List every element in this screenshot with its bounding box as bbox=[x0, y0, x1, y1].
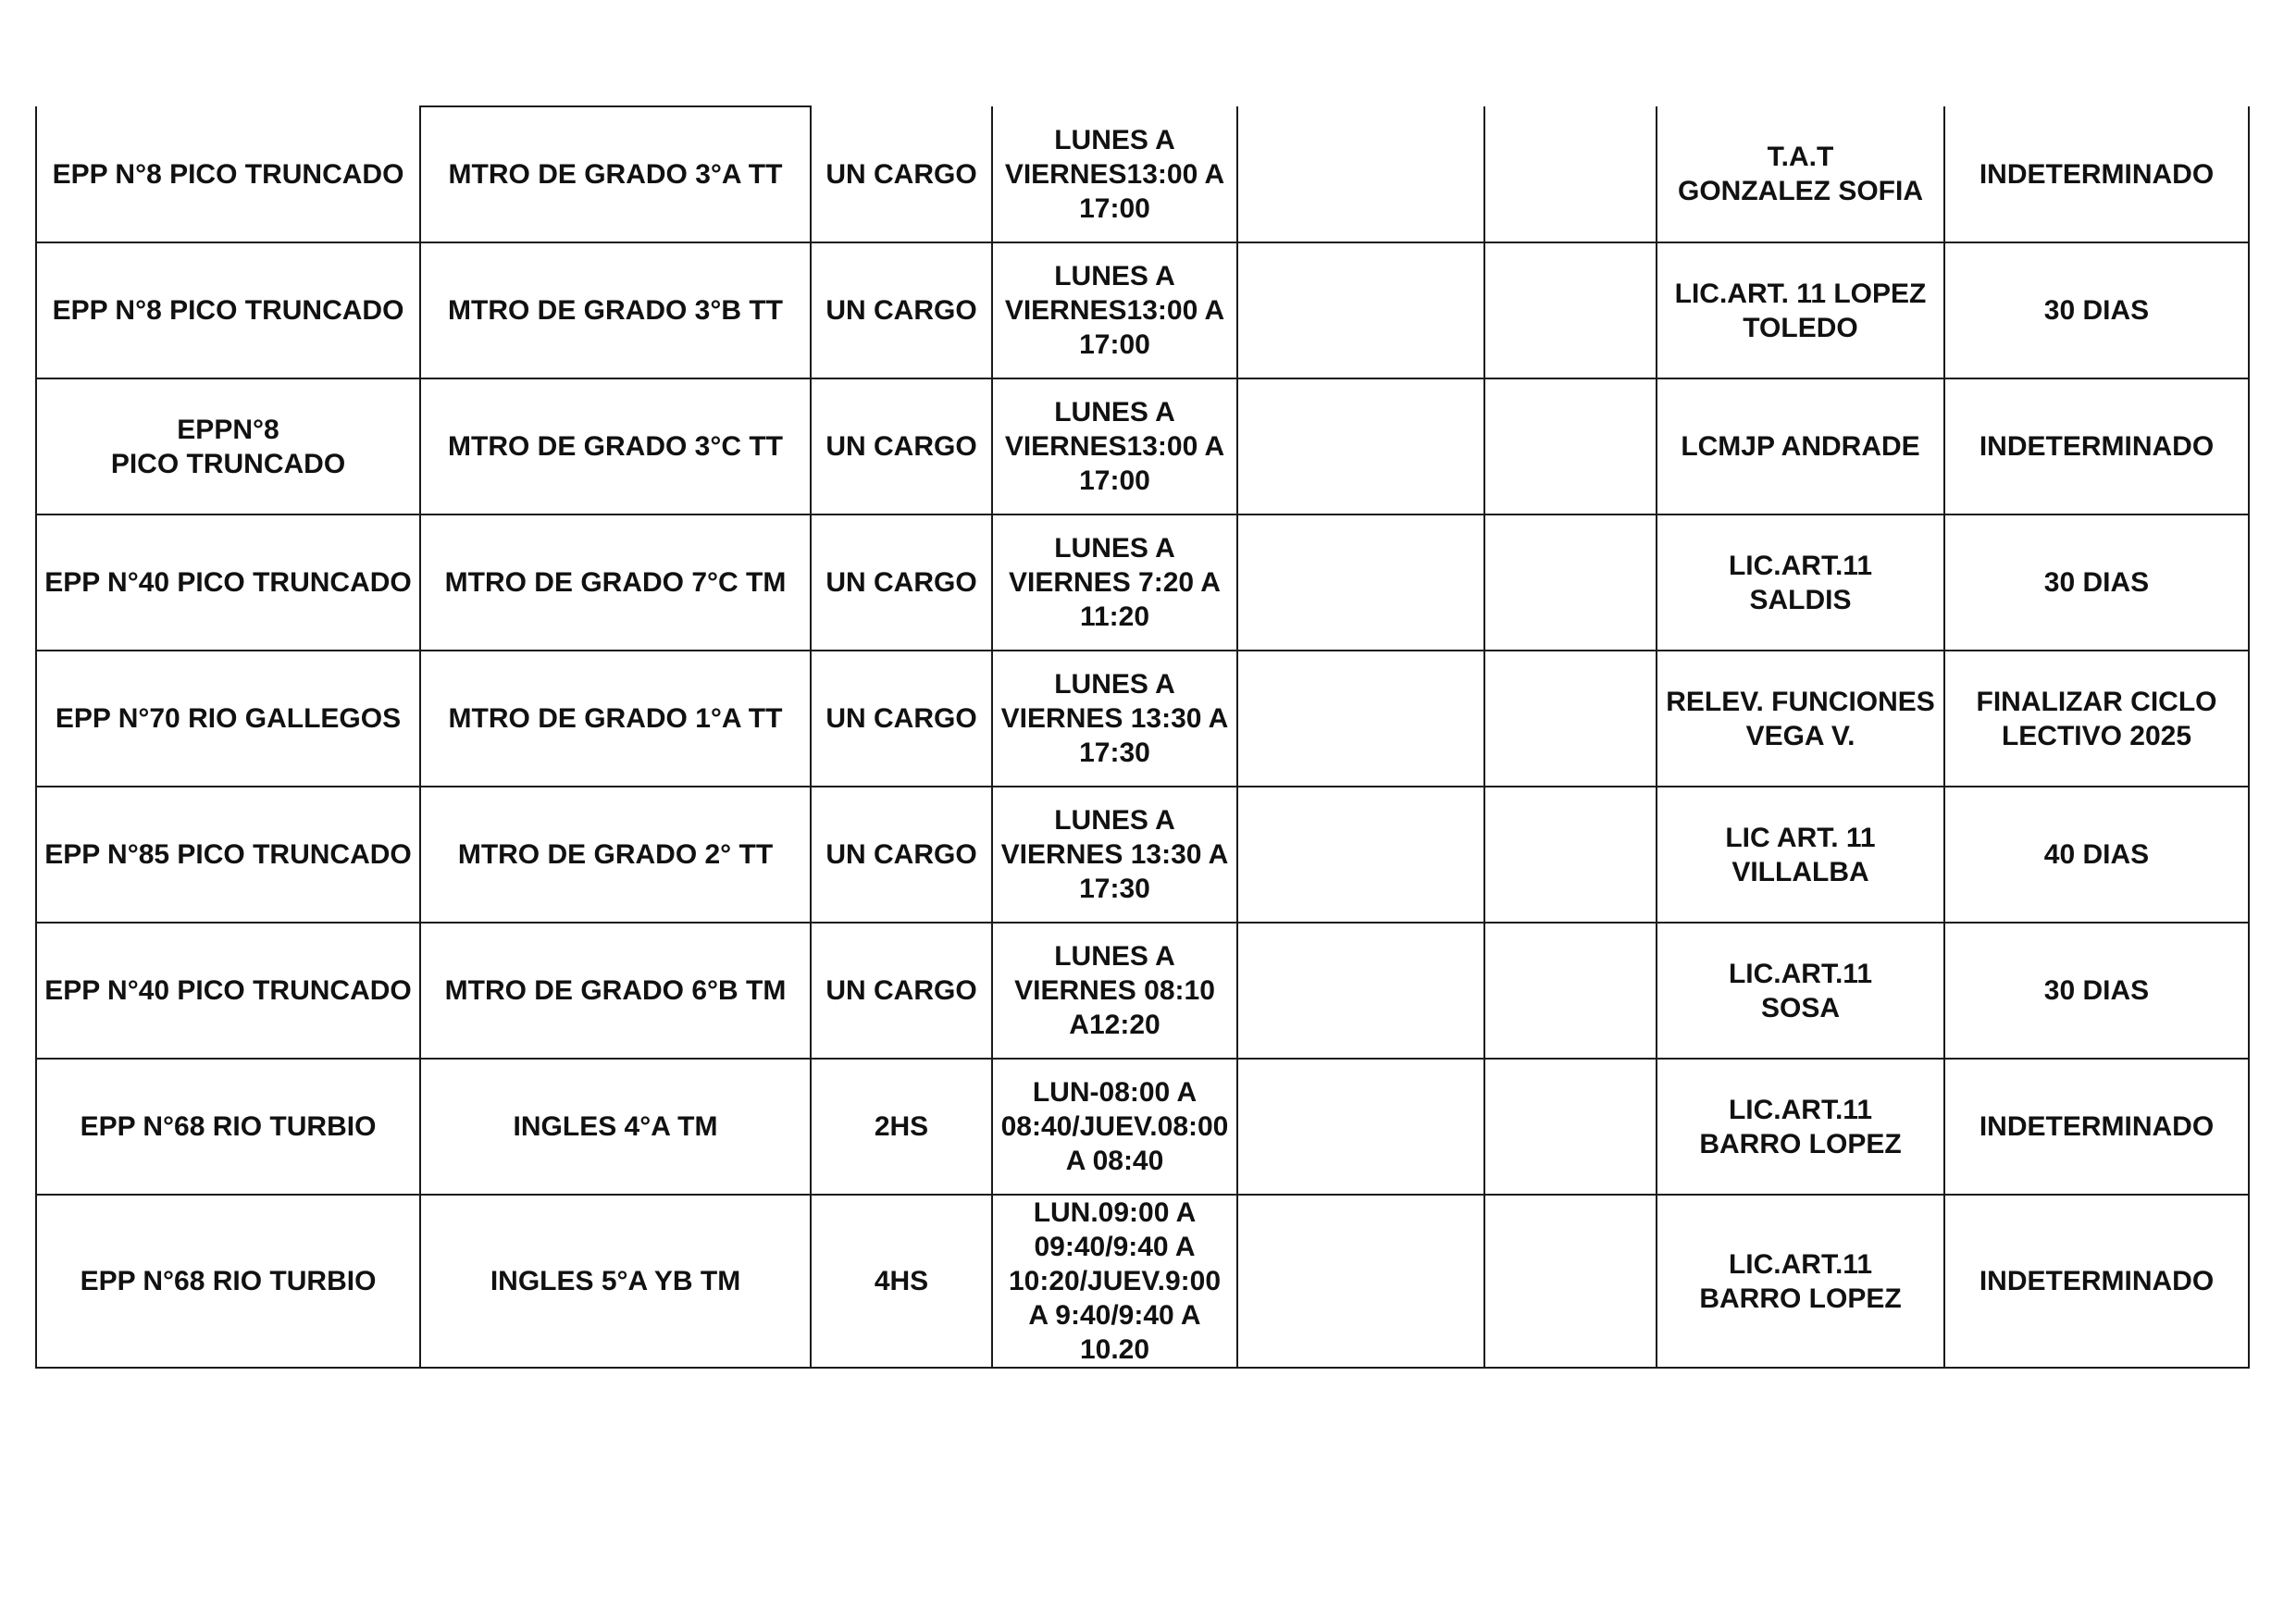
table-row bbox=[36, 923, 2249, 1059]
schedule-cell: LUNES A VIERNES13:00 A 17:00 bbox=[992, 378, 1237, 514]
empty-cell bbox=[1237, 1059, 1484, 1195]
table-row bbox=[36, 787, 2249, 923]
empty-cell bbox=[1237, 378, 1484, 514]
position-cell: MTRO DE GRADO 1°A TT bbox=[420, 651, 811, 787]
duration-cell: 30 DIAS bbox=[1944, 923, 2249, 1059]
duration-cell: 40 DIAS bbox=[1944, 787, 2249, 923]
school-cell: EPP N°85 PICO TRUNCADO bbox=[36, 787, 420, 923]
table-row bbox=[36, 1195, 2249, 1368]
schedule-cell: LUNES A VIERNES 13:30 A 17:30 bbox=[992, 651, 1237, 787]
position-cell: MTRO DE GRADO 2° TT bbox=[420, 787, 811, 923]
empty-cell bbox=[1484, 1195, 1657, 1368]
schedule-cell: LUNES A VIERNES 7:20 A 11:20 bbox=[992, 514, 1237, 651]
empty-cell bbox=[1484, 514, 1657, 651]
schedule-cell: LUN-08:00 A 08:40/JUEV.08:00 A 08:40 bbox=[992, 1059, 1237, 1195]
empty-cell bbox=[1484, 923, 1657, 1059]
table-row bbox=[36, 1059, 2249, 1195]
reason-cell: LIC.ART.11 BARRO LOPEZ bbox=[1657, 1195, 1944, 1368]
empty-cell bbox=[1484, 787, 1657, 923]
position-cell: MTRO DE GRADO 3°C TT bbox=[420, 378, 811, 514]
duration-cell: INDETERMINADO bbox=[1944, 1059, 2249, 1195]
school-cell: EPP N°8 PICO TRUNCADO bbox=[36, 242, 420, 378]
empty-cell bbox=[1237, 787, 1484, 923]
empty-cell bbox=[1237, 106, 1484, 242]
table-row bbox=[36, 106, 2249, 242]
empty-cell bbox=[1484, 1059, 1657, 1195]
empty-cell bbox=[1484, 378, 1657, 514]
empty-cell bbox=[1237, 923, 1484, 1059]
empty-cell bbox=[1484, 106, 1657, 242]
school-cell: EPP N°40 PICO TRUNCADO bbox=[36, 514, 420, 651]
reason-cell: RELEV. FUNCIONES VEGA V. bbox=[1657, 651, 1944, 787]
duration-cell: INDETERMINADO bbox=[1944, 378, 2249, 514]
schedule-cell: LUN.09:00 A 09:40/9:40 A 10:20/JUEV.9:00 A 9:40/9:40 A 10.20 bbox=[992, 1195, 1237, 1368]
quantity-cell: UN CARGO bbox=[811, 378, 992, 514]
schedule-cell: LUNES A VIERNES 13:30 A 17:30 bbox=[992, 787, 1237, 923]
duration-cell: 30 DIAS bbox=[1944, 514, 2249, 651]
school-cell: EPP N°68 RIO TURBIO bbox=[36, 1195, 420, 1368]
duration-cell: 30 DIAS bbox=[1944, 242, 2249, 378]
quantity-cell: UN CARGO bbox=[811, 651, 992, 787]
quantity-cell: UN CARGO bbox=[811, 787, 992, 923]
quantity-cell: 2HS bbox=[811, 1059, 992, 1195]
reason-cell: T.A.T GONZALEZ SOFIA bbox=[1657, 106, 1944, 242]
duration-cell: INDETERMINADO bbox=[1944, 1195, 2249, 1368]
quantity-cell: UN CARGO bbox=[811, 923, 992, 1059]
schedule-cell: LUNES A VIERNES13:00 A 17:00 bbox=[992, 106, 1237, 242]
position-cell: MTRO DE GRADO 3°B TT bbox=[420, 242, 811, 378]
table-row bbox=[36, 514, 2249, 651]
school-cell: EPP N°70 RIO GALLEGOS bbox=[36, 651, 420, 787]
quantity-cell: UN CARGO bbox=[811, 242, 992, 378]
school-cell: EPP N°40 PICO TRUNCADO bbox=[36, 923, 420, 1059]
schedule-cell: LUNES A VIERNES 08:10 A12:20 bbox=[992, 923, 1237, 1059]
reason-cell: LIC.ART.11 SALDIS bbox=[1657, 514, 1944, 651]
empty-cell bbox=[1237, 1195, 1484, 1368]
empty-cell bbox=[1237, 242, 1484, 378]
school-cell: EPPN°8 PICO TRUNCADO bbox=[36, 378, 420, 514]
quantity-cell: UN CARGO bbox=[811, 106, 992, 242]
position-cell: INGLES 5°A YB TM bbox=[420, 1195, 811, 1368]
quantity-cell: 4HS bbox=[811, 1195, 992, 1368]
quantity-cell: UN CARGO bbox=[811, 514, 992, 651]
position-cell: INGLES 4°A TM bbox=[420, 1059, 811, 1195]
position-cell: MTRO DE GRADO 3°A TT bbox=[420, 106, 811, 242]
reason-cell: LIC.ART. 11 LOPEZ TOLEDO bbox=[1657, 242, 1944, 378]
reason-cell: LIC.ART.11 BARRO LOPEZ bbox=[1657, 1059, 1944, 1195]
empty-cell bbox=[1237, 514, 1484, 651]
position-cell: MTRO DE GRADO 6°B TM bbox=[420, 923, 811, 1059]
duration-cell: INDETERMINADO bbox=[1944, 106, 2249, 242]
empty-cell bbox=[1484, 242, 1657, 378]
vacancies-table bbox=[35, 105, 2250, 1369]
empty-cell bbox=[1484, 651, 1657, 787]
reason-cell: LIC.ART.11 SOSA bbox=[1657, 923, 1944, 1059]
school-cell: EPP N°68 RIO TURBIO bbox=[36, 1059, 420, 1195]
reason-cell: LCMJP ANDRADE bbox=[1657, 378, 1944, 514]
schedule-cell: LUNES A VIERNES13:00 A 17:00 bbox=[992, 242, 1237, 378]
reason-cell: LIC ART. 11 VILLALBA bbox=[1657, 787, 1944, 923]
table-row bbox=[36, 378, 2249, 514]
school-cell: EPP N°8 PICO TRUNCADO bbox=[36, 106, 420, 242]
position-cell: MTRO DE GRADO 7°C TM bbox=[420, 514, 811, 651]
table-row bbox=[36, 651, 2249, 787]
empty-cell bbox=[1237, 651, 1484, 787]
table-row bbox=[36, 242, 2249, 378]
duration-cell: FINALIZAR CICLO LECTIVO 2025 bbox=[1944, 651, 2249, 787]
